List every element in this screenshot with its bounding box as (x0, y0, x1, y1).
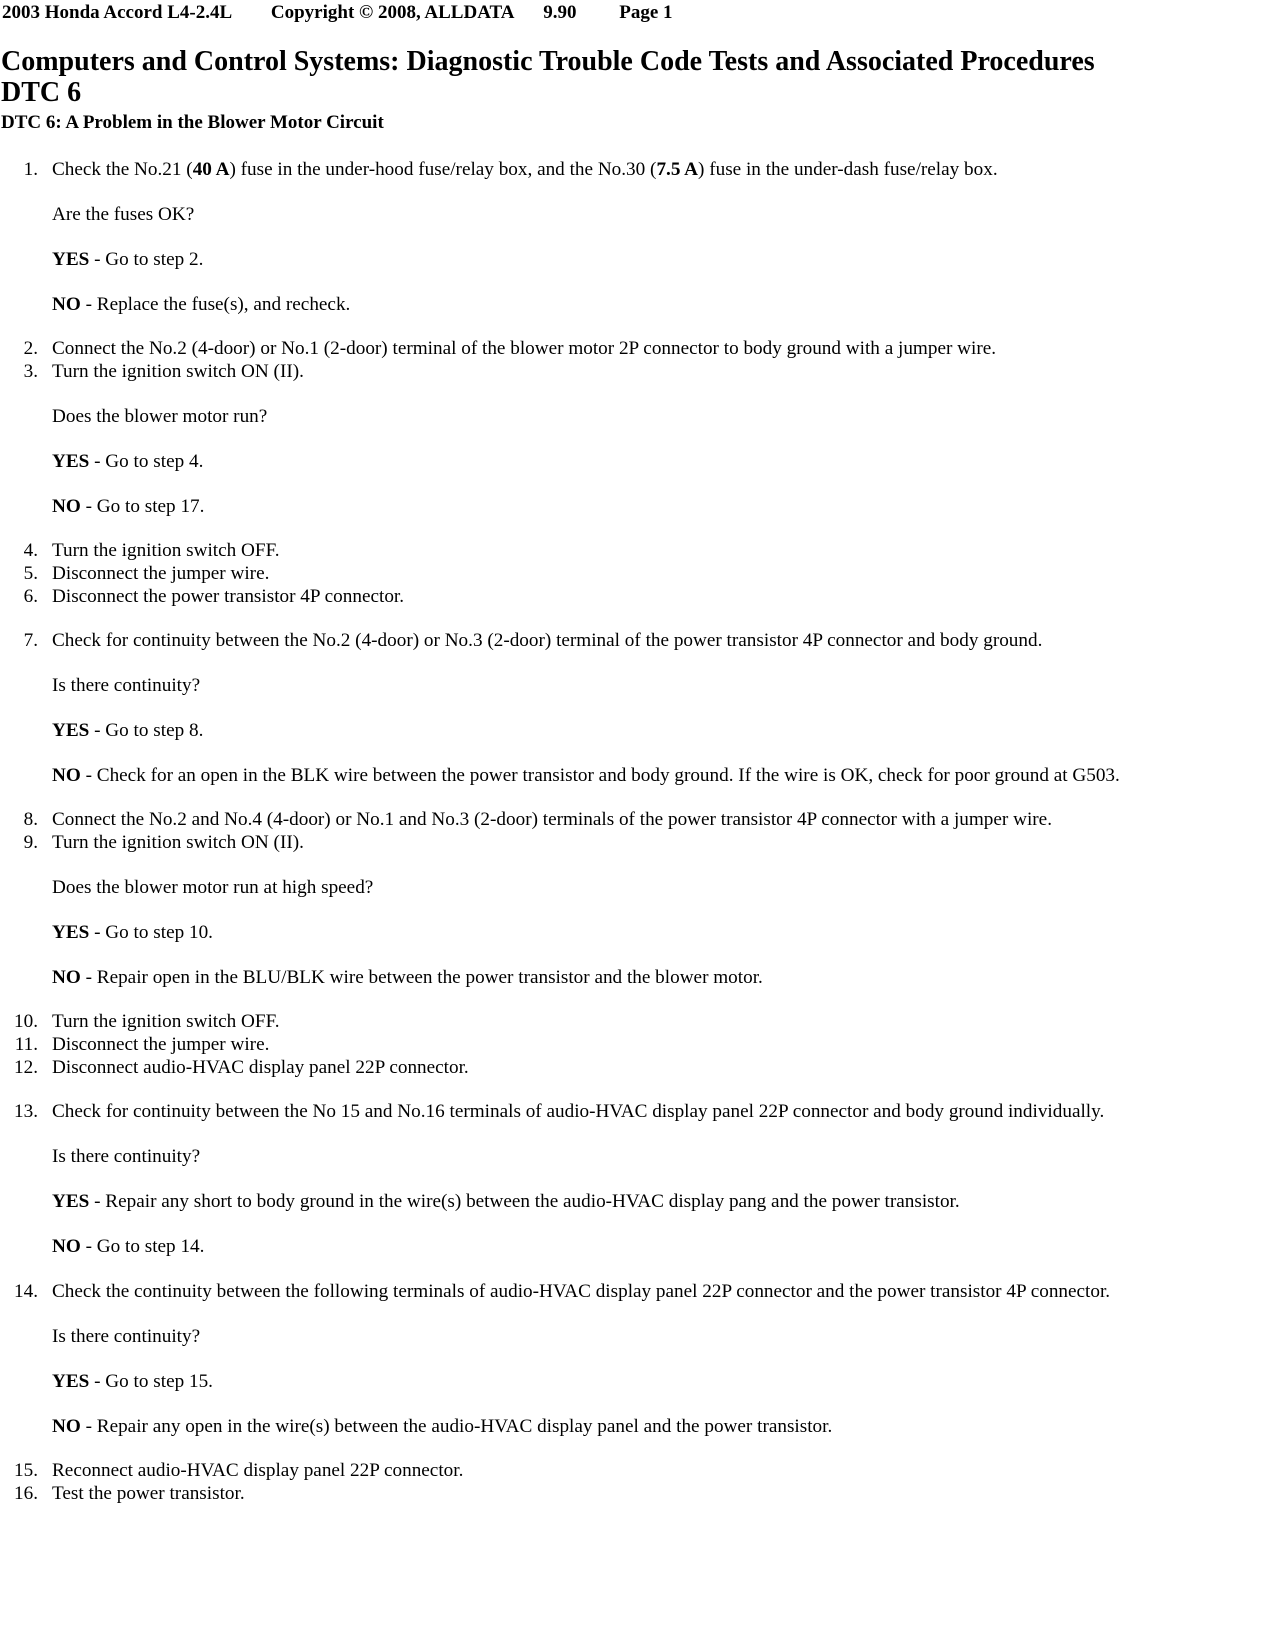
step-number: 7. (23, 630, 38, 651)
step-11-text: Disconnect the jumper wire. (52, 1034, 270, 1055)
answer-text: - Go to step 10. (89, 922, 213, 943)
step-15-text: Reconnect audio-HVAC display panel 22P connector. (52, 1460, 464, 1481)
step-8-text: Connect the No.2 and No.4 (4-door) or No.1 and No.3 (2-door) terminals of the power transistor 4P connector with a jumper wire. (52, 809, 1052, 830)
step-5-text: Disconnect the jumper wire. (52, 563, 270, 584)
step-number: 6. (23, 586, 38, 607)
step-12-text: Disconnect audio-HVAC display panel 22P connector. (52, 1057, 469, 1078)
question: Is there continuity? (52, 675, 201, 696)
step-number: 10. (14, 1011, 38, 1032)
text-part: Check the No.21 ( (52, 159, 193, 180)
copyright-label: Copyright © 2008, ALLDATA (270, 2, 515, 23)
step-number: 15. (14, 1460, 38, 1481)
yes-label: YES (52, 922, 90, 943)
step-6-text: Disconnect the power transistor 4P connector. (52, 586, 405, 607)
fuse-rating: 7.5 A (656, 159, 699, 180)
yes-answer (52, 1191, 960, 1213)
version-label: 9.90 (543, 2, 577, 23)
no-answer (52, 1416, 832, 1438)
no-label: NO (52, 1416, 81, 1437)
answer-text: - Repair any short to body ground in the wire(s) between the audio-HVAC display pang and the power transistor. (89, 1191, 960, 1212)
step-number: 2. (23, 338, 38, 359)
dtc-title: DTC 6 (1, 77, 82, 108)
yes-answer (52, 922, 213, 944)
yes-label: YES (52, 451, 90, 472)
step-text (52, 159, 998, 181)
step-7-text: Check for continuity between the No.2 (4-door) or No.3 (2-door) terminal of the power transistor 4P connector and body ground. (52, 630, 1043, 651)
question: Are the fuses OK? (52, 204, 195, 225)
step-14-text: Check the continuity between the following terminals of audio-HVAC display panel 22P connector and the power transistor 4P connector. (52, 1281, 1111, 1302)
yes-answer (52, 720, 203, 742)
answer-text: - Go to step 8. (89, 720, 204, 741)
fuse-rating: 40 A (192, 159, 230, 180)
yes-answer (52, 249, 203, 271)
step-number: 11. (14, 1034, 38, 1055)
answer-text: - Go to step 15. (89, 1371, 213, 1392)
answer-text: - Repair open in the BLU/BLK wire between the power transistor and the blower motor. (80, 967, 763, 988)
question: Does the blower motor run? (52, 406, 268, 427)
step-number: 16. (14, 1483, 38, 1504)
step-13-text: Check for continuity between the No 15 and No.16 terminals of audio-HVAC display panel 22P connector and body ground individually. (52, 1101, 1105, 1122)
no-answer (52, 1236, 204, 1258)
no-answer (52, 496, 204, 518)
no-answer (52, 967, 763, 989)
no-answer (52, 765, 1120, 787)
answer-text: - Go to step 14. (80, 1236, 205, 1257)
text-part: ) fuse in the under-dash fuse/relay box. (698, 159, 998, 180)
step-number: 4. (23, 540, 38, 561)
text-part: ) fuse in the under-hood fuse/relay box, and the No.30 ( (229, 159, 657, 180)
page-number: Page 1 (619, 2, 673, 23)
yes-label: YES (52, 720, 90, 741)
step-4-text: Turn the ignition switch OFF. (52, 540, 280, 561)
question: Is there continuity? (52, 1326, 201, 1347)
step-16-text: Test the power transistor. (52, 1483, 245, 1504)
yes-label: YES (52, 1191, 90, 1212)
step-number: 12. (14, 1057, 38, 1078)
answer-text: - Repair any open in the wire(s) between the audio-HVAC display panel and the power transistor. (80, 1416, 833, 1437)
yes-answer (52, 1371, 213, 1393)
no-answer (52, 294, 350, 316)
yes-answer (52, 451, 203, 473)
answer-text: - Go to step 2. (89, 249, 204, 270)
no-label: NO (52, 294, 81, 315)
answer-text: - Go to step 17. (80, 496, 205, 517)
no-label: NO (52, 496, 81, 517)
step-number: 8. (23, 809, 38, 830)
yes-label: YES (52, 249, 90, 270)
answer-text: - Go to step 4. (89, 451, 204, 472)
answer-text: - Check for an open in the BLK wire between the power transistor and body ground. If the wire is OK, check for poor ground at G503. (80, 765, 1120, 786)
step-10-text: Turn the ignition switch OFF. (52, 1011, 280, 1032)
yes-label: YES (52, 1371, 90, 1392)
step-number: 1. (23, 159, 38, 180)
answer-text: - Replace the fuse(s), and recheck. (80, 294, 351, 315)
step-number: 9. (23, 832, 38, 853)
vehicle-label: 2003 Honda Accord L4-2.4L (2, 2, 233, 23)
question: Is there continuity? (52, 1146, 201, 1167)
no-label: NO (52, 967, 81, 988)
step-number: 3. (23, 361, 38, 382)
step-2-text: Connect the No.2 (4-door) or No.1 (2-door) terminal of the blower motor 2P connector to body ground with a jumper wire. (52, 338, 997, 359)
no-label: NO (52, 765, 81, 786)
dtc-subtitle: DTC 6: A Problem in the Blower Motor Circuit (1, 112, 384, 133)
step-number: 14. (14, 1281, 38, 1302)
step-9-text: Turn the ignition switch ON (II). (52, 832, 304, 853)
page-title: Computers and Control Systems: Diagnostic Trouble Code Tests and Associated Procedures (1, 46, 1095, 77)
no-label: NO (52, 1236, 81, 1257)
page-header (2, 2, 673, 24)
question: Does the blower motor run at high speed? (52, 877, 374, 898)
step-3-text: Turn the ignition switch ON (II). (52, 361, 304, 382)
step-number: 13. (14, 1101, 38, 1122)
step-number: 5. (23, 563, 38, 584)
